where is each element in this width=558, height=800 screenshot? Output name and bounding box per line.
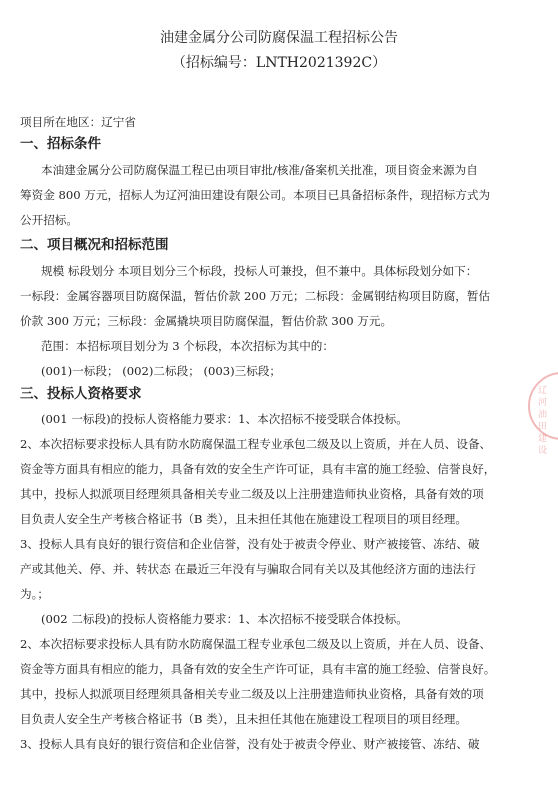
paragraph-line: 其中，投标人拟派项目经理须具备相关专业二级及以上注册建造师执业资格，具备有效的项	[20, 487, 484, 501]
paragraph-line: (002 二标段)的投标人资格能力要求：1、本次招标不接受联合体投标。	[41, 612, 408, 626]
paragraph-line: 产或其他关、停、并、转状态 在最近三年没有与骗取合同有关以及其他经济方面的违法行	[20, 562, 476, 576]
paragraph-line: 3、投标人具有良好的银行资信和企业信誉，没有处于被责令停业、财产被接管、冻结、破	[20, 737, 480, 751]
paragraph-line: 目负责人安全生产考核合格证书（B 类），且未担任其他在施建设工程项目的项目经理。	[20, 712, 467, 726]
project-location: 项目所在地区：辽宁省	[20, 115, 136, 129]
paragraph-line: (001)一标段； (002)二标段； (003)三标段；	[41, 364, 282, 378]
paragraph-line: 目负责人安全生产考核合格证书（B 类），且未担任其他在施建设工程项目的项目经理。	[20, 512, 467, 526]
section-heading-2: 二、项目概况和招标范围	[20, 237, 169, 253]
seal-stamp-text: 辽河油田建设	[538, 386, 548, 456]
paragraph-line: 筹资金 800 万元，招标人为辽河油田建设有限公司。本项目已具备招标条件，现招标方式为	[20, 188, 491, 202]
bid-number: （招标编号：LNTH2021392C）	[171, 55, 387, 71]
section-heading-3: 三、投标人资格要求	[20, 386, 142, 402]
paragraph-line: 其中，投标人拟派项目经理须具备相关专业二级及以上注册建造师执业资格，具备有效的项	[20, 687, 484, 701]
paragraph-line: 一标段：金属容器项目防腐保温，暂估价款 200 万元；二标段：金属钢结构项目防腐，暂估	[20, 289, 491, 303]
paragraph-line: 2、本次招标要求投标人具有防水防腐保温工程专业承包二级及以上资质，并在人员、设备、	[20, 437, 492, 451]
document-title: 油建金属分公司防腐保温工程招标公告	[160, 30, 398, 46]
paragraph-line: 价款 300 万元；三标段：金属撬块项目防腐保温，暂估价款 300 万元。	[20, 314, 393, 328]
paragraph-line: 范围：本招标项目划分为 3 个标段，本次招标为其中的：	[41, 339, 334, 353]
paragraph-line: 为。；	[20, 587, 49, 601]
paragraph-line: 公开招标。	[20, 213, 78, 227]
paragraph-line: 本油建金属分公司防腐保温工程已由项目审批/核准/备案机关批准，项目资金来源为自	[41, 163, 478, 177]
paragraph-line: 规模 标段划分 本项目划分三个标段，投标人可兼投，但不兼中。具体标段划分如下：	[41, 264, 478, 278]
paragraph-line: 资金等方面具有相应的能力，具备有效的安全生产许可证，具有丰富的施工经验、信誉良好，	[20, 462, 496, 476]
section-heading-1: 一、招标条件	[20, 136, 101, 152]
paragraph-line: (001 一标段)的投标人资格能力要求：1、本次招标不接受联合体投标。	[41, 412, 408, 426]
paragraph-line: 资金等方面具有相应的能力，具备有效的安全生产许可证，具有丰富的施工经验、信誉良好。	[20, 662, 496, 676]
paragraph-line: 2、本次招标要求投标人具有防水防腐保温工程专业承包二级及以上资质，并在人员、设备、	[20, 637, 492, 651]
paragraph-line: 3、投标人具有良好的银行资信和企业信誉，没有处于被责令停业、财产被接管、冻结、破	[20, 537, 480, 551]
